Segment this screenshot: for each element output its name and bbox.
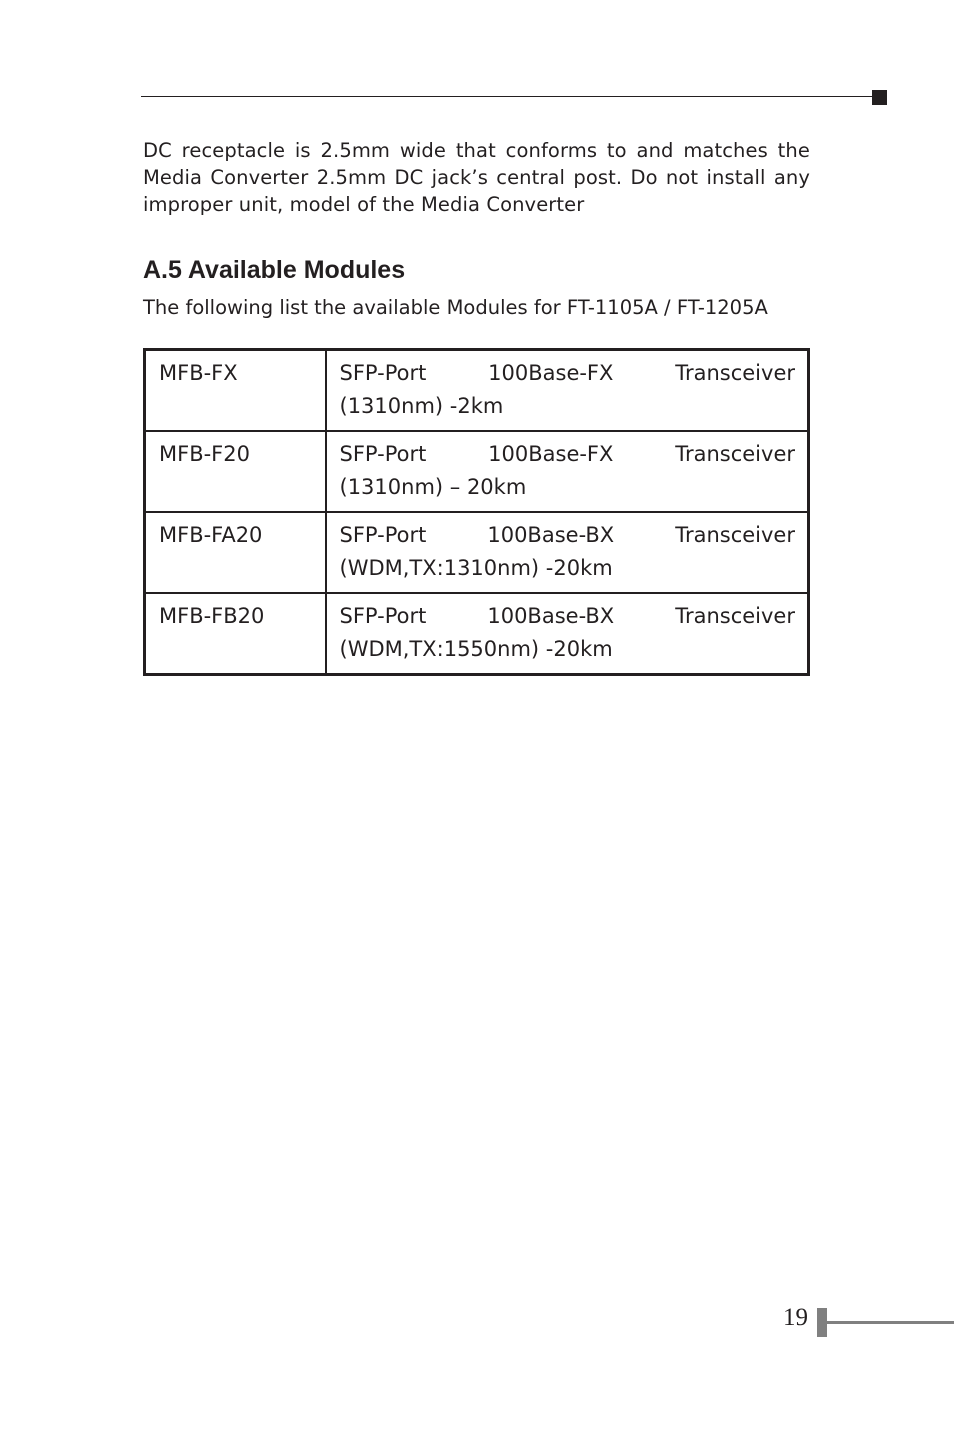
module-detail: (1310nm) – 20km xyxy=(339,475,527,499)
module-model: MFB-F20 xyxy=(145,431,326,512)
module-description xyxy=(326,512,809,593)
intro-paragraph: DC receptacle is 2.5mm wide that conforms to and matches the Media Converter 2.5mm DC jack’s central post. Do not install any improper unit, model of the Media Converter xyxy=(143,139,810,216)
header-rule xyxy=(141,96,872,97)
header-square-marker xyxy=(872,90,887,105)
module-type: Transceiver xyxy=(675,442,795,466)
module-type: Transceiver xyxy=(675,604,795,628)
module-port: SFP-Port xyxy=(339,523,427,547)
module-description-line xyxy=(340,438,796,471)
module-detail: (1310nm) -2km xyxy=(339,394,504,418)
module-detail: (WDM,TX:1550nm) -20km xyxy=(339,637,613,661)
module-standard: 100Base-BX xyxy=(487,604,615,628)
module-model: MFB-FX xyxy=(145,350,326,432)
module-description xyxy=(326,350,809,432)
module-port: SFP-Port xyxy=(339,361,427,385)
section-lead: The following list the available Modules for FT-1105A / FT-1205A xyxy=(143,296,768,319)
module-standard: 100Base-BX xyxy=(487,523,615,547)
module-port: SFP-Port xyxy=(339,604,427,628)
table-row xyxy=(145,593,809,675)
module-type: Transceiver xyxy=(675,361,795,385)
module-model: MFB-FB20 xyxy=(145,593,326,675)
module-detail: (WDM,TX:1310nm) -20km xyxy=(339,556,613,580)
module-description xyxy=(326,431,809,512)
table-row xyxy=(145,431,809,512)
footer-bar-marker xyxy=(817,1308,827,1337)
section-title: A.5 Available Modules xyxy=(143,256,406,284)
module-type: Transceiver xyxy=(675,523,795,547)
module-port: SFP-Port xyxy=(339,442,427,466)
module-description-line xyxy=(340,357,796,390)
modules-table xyxy=(143,348,810,676)
module-description-line xyxy=(340,600,796,633)
module-model: MFB-FA20 xyxy=(145,512,326,593)
module-description-line xyxy=(340,519,796,552)
table-row xyxy=(145,350,809,432)
module-description xyxy=(326,593,809,675)
table-row xyxy=(145,512,809,593)
module-standard: 100Base-FX xyxy=(488,361,614,385)
page-number: 19 xyxy=(783,1304,808,1331)
footer-rule xyxy=(827,1321,954,1324)
module-standard: 100Base-FX xyxy=(488,442,614,466)
